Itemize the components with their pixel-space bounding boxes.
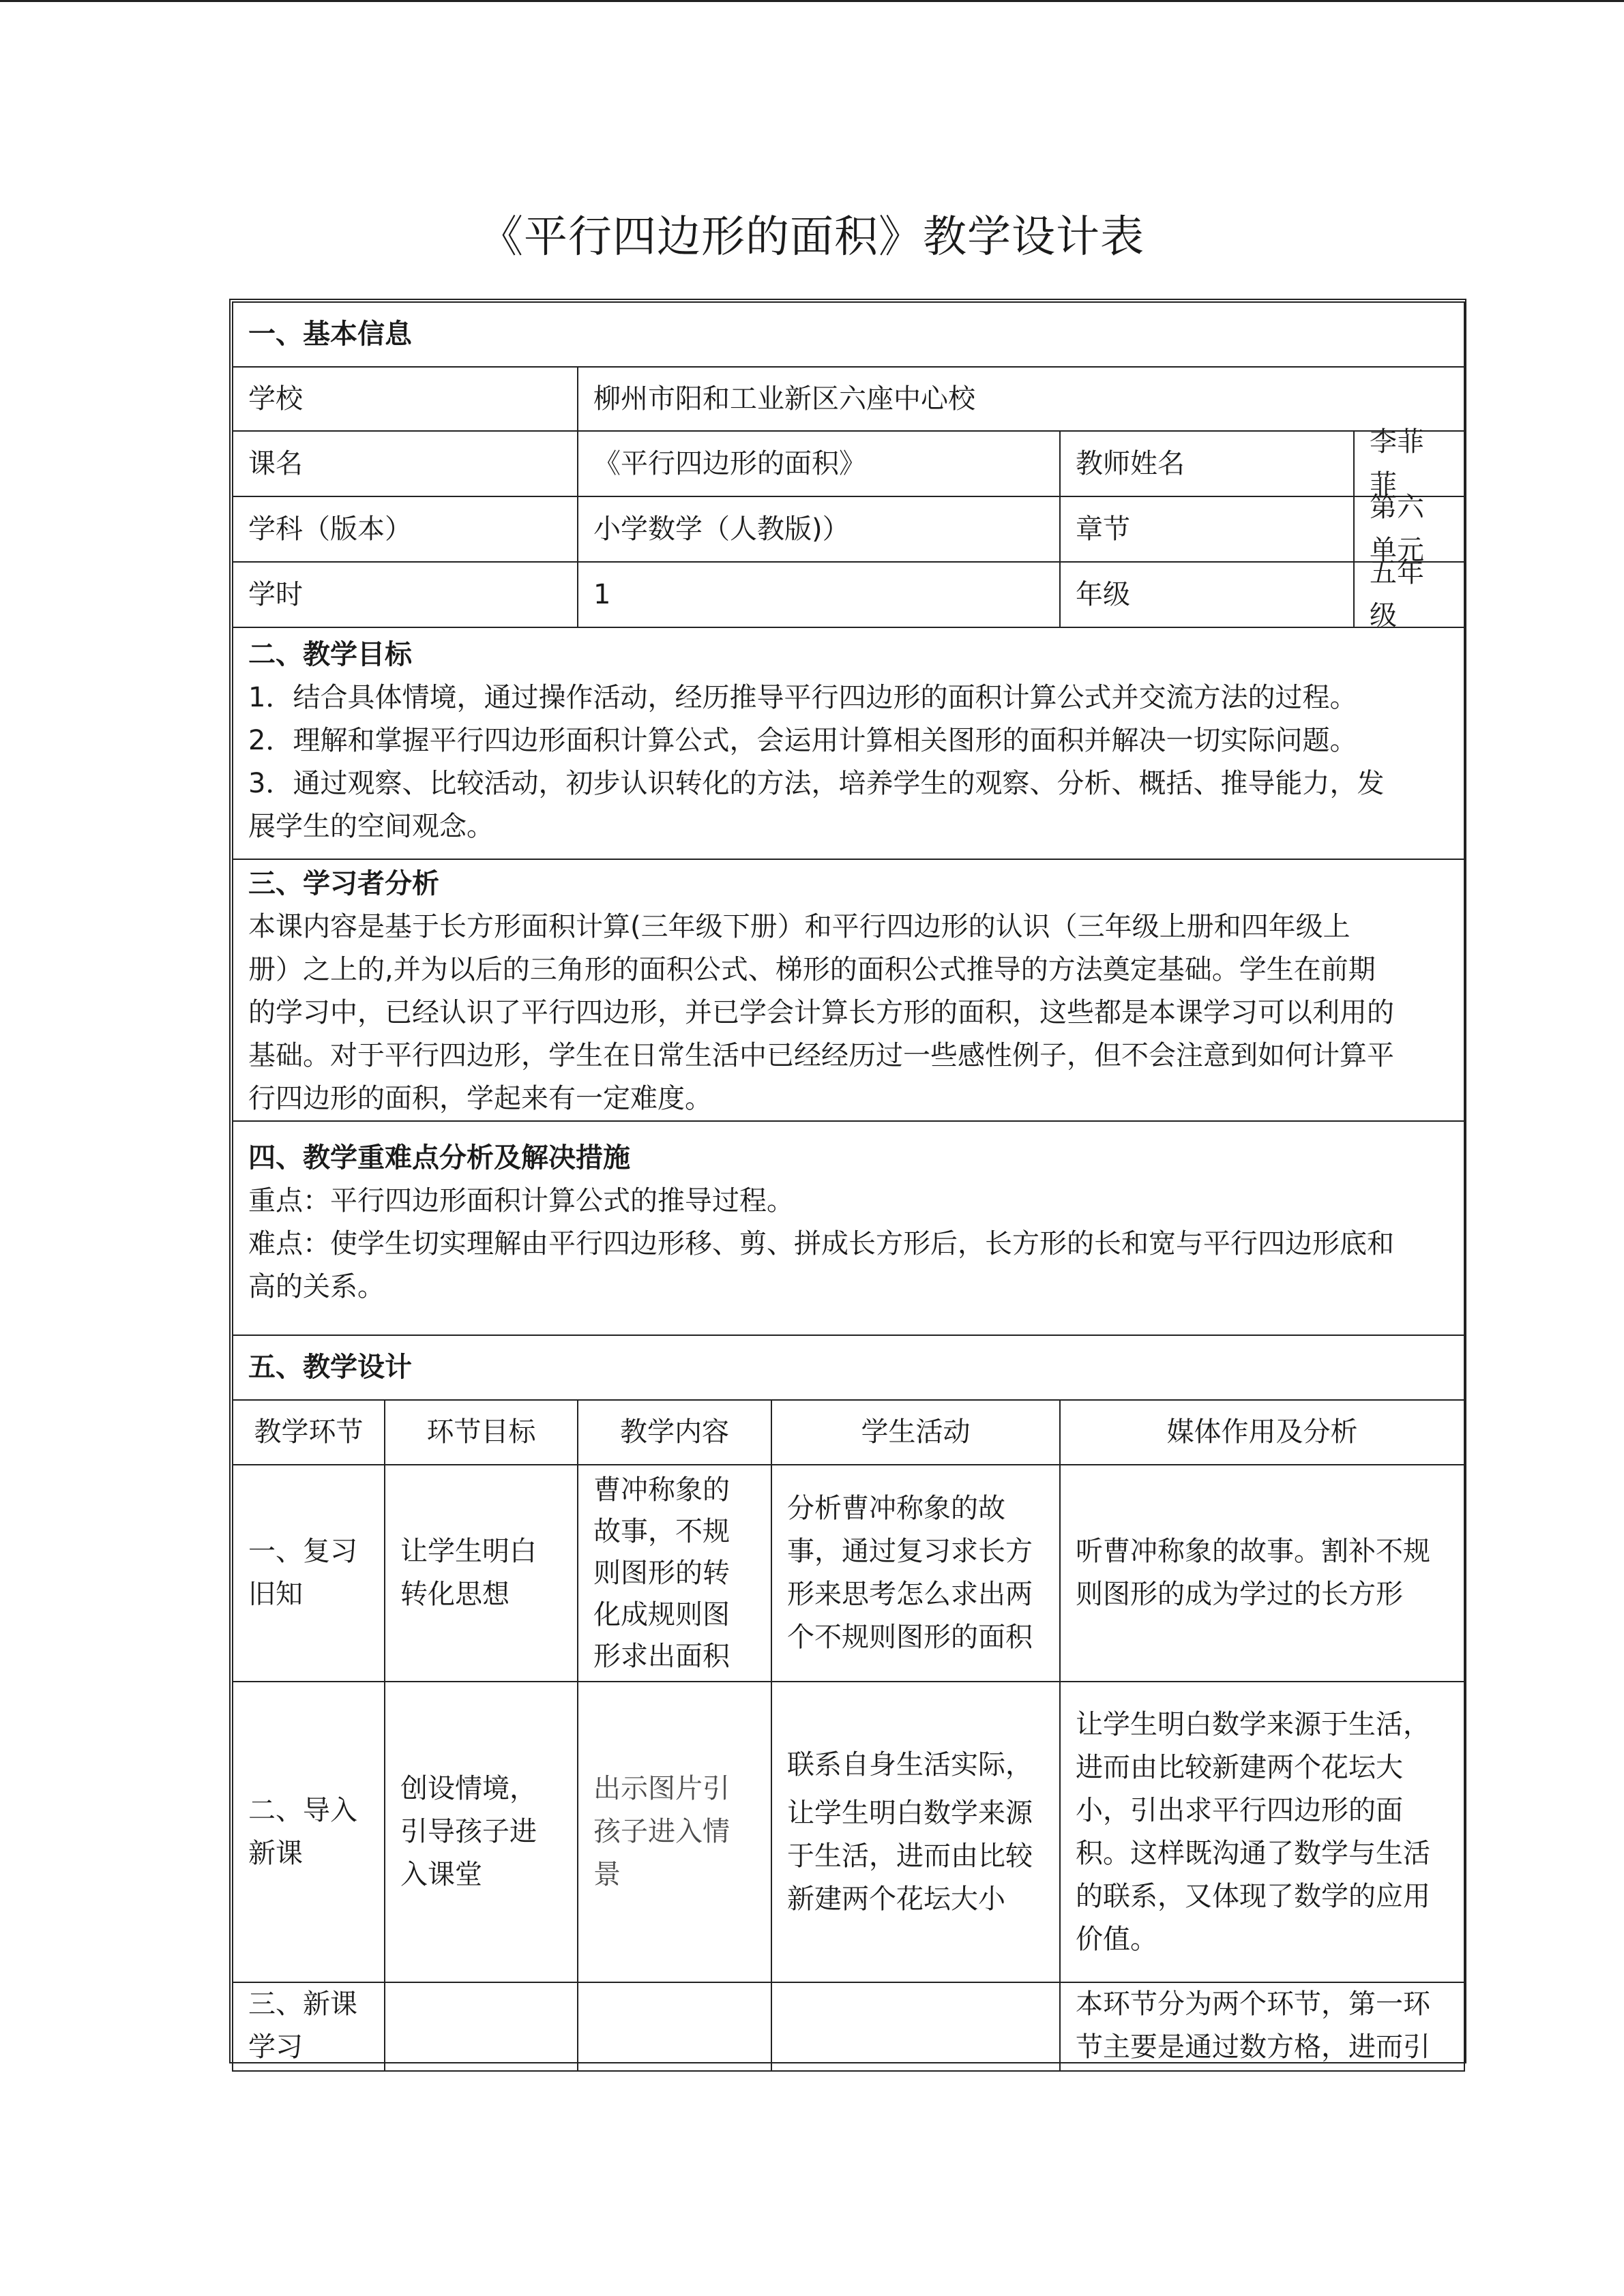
goal-line: 让学生明白 — [400, 1536, 537, 1567]
goal-line-3: 3．通过观察、比较活动，初步认识转化的方法，培养学生的观察、分析、概括、推导能力，发 — [248, 768, 1385, 799]
activity-line: 个不规则图形的面积 — [787, 1622, 1033, 1653]
chapter-label: 章节 — [1061, 497, 1355, 561]
school-value: 柳州市阳和工业新区六座中心校 — [593, 383, 975, 415]
section5-header-row — [233, 1335, 1464, 1400]
content-cell — [578, 1982, 771, 2071]
stage-cell — [233, 1682, 385, 1982]
activity-line: 让学生明白数学来源 — [787, 1797, 1033, 1829]
media-line: 价值。 — [1076, 1923, 1157, 1955]
hours-row — [233, 562, 1464, 627]
section1-heading: 一、基本信息 — [233, 302, 1464, 367]
content-cell — [578, 1682, 771, 1982]
hours-label: 学时 — [233, 562, 578, 627]
stage-line: 三、新课 — [248, 1988, 357, 2020]
col-header-activity: 学生活动 — [771, 1400, 1060, 1465]
grade-value: 五年级 — [1370, 557, 1424, 631]
content-line: 形求出面积 — [593, 1640, 730, 1672]
media-line: 节主要是通过数方格，进而引 — [1076, 2031, 1430, 2063]
analysis-line-4: 基础。对于平行四边形，学生在日常生活中已经经历过一些感性例子，但不会注意到如何计算平 — [248, 1040, 1394, 1071]
course-value: 《平行四边形的面积》 — [578, 431, 1060, 496]
section3-cell — [233, 859, 1464, 1121]
hours-value: 1 — [578, 562, 1060, 627]
media-line: 小，引出求平行四边形的面 — [1076, 1794, 1403, 1826]
teacher-label: 教师姓名 — [1061, 432, 1355, 496]
analysis-line-3: 的学习中，已经认识了平行四边形，并已学会计算长方形的面积，这些都是本课学习可以利用的 — [248, 997, 1394, 1028]
section4-cell — [233, 1121, 1464, 1335]
grade-cell — [1060, 557, 1464, 631]
goal-cell — [385, 1682, 578, 1982]
stage-line: 一、复习 — [248, 1536, 357, 1567]
activity-cell — [771, 1982, 1060, 2071]
media-line: 让学生明白数学来源于生活， — [1076, 1708, 1430, 1740]
page-top-border — [0, 0, 1624, 2]
goal-cell — [385, 1982, 578, 2071]
col-header-stage: 教学环节 — [233, 1400, 385, 1465]
activity-cell — [771, 1465, 1060, 1682]
section2-row — [233, 627, 1464, 859]
section4-row — [233, 1121, 1464, 1335]
goal-line-1: 1．结合具体情境，通过操作活动，经历推导平行四边形的面积计算公式并交流方法的过程。 — [248, 682, 1357, 713]
stage-cell — [233, 1982, 385, 2071]
goal-line: 转化思想 — [400, 1579, 510, 1610]
section5-heading: 五、教学设计 — [233, 1335, 1464, 1400]
school-label: 学校 — [233, 367, 578, 431]
section3-row — [233, 859, 1464, 1121]
content-line: 出示图片引 — [593, 1773, 730, 1804]
media-line: 的联系，又体现了数学的应用 — [1076, 1880, 1430, 1912]
analysis-line-1: 本课内容是基于长方形面积计算(三年级下册）和平行四边形的认识（三年级上册和四年级上 — [248, 911, 1350, 942]
stage-line: 新课 — [248, 1837, 303, 1869]
difficulty-line-1: 难点：使学生切实理解由平行四边形移、剪、拼成长方形后，长方形的长和宽与平行四边形底和 — [248, 1228, 1394, 1259]
goal-line-2: 2．理解和掌握平行四边形面积计算公式，会运用计算相关图形的面积并解决一切实际问题。 — [248, 725, 1357, 756]
activity-line: 形来思考怎么求出两 — [787, 1579, 1033, 1610]
activity-line: 事，通过复习求长方 — [787, 1536, 1033, 1567]
analysis-line-2: 册）之上的,并为以后的三角形的面积公式、梯形的面积公式推导的方法奠定基础。学生在前期 — [248, 954, 1376, 985]
chapter-value: 第六单元 — [1370, 492, 1424, 566]
design-row-new-lesson — [233, 1982, 1464, 2071]
activity-cell — [771, 1682, 1060, 1982]
content-line: 化成规则图 — [593, 1598, 730, 1630]
lesson-design-table — [232, 301, 1465, 2072]
school-row — [233, 367, 1464, 431]
media-cell — [1060, 1682, 1464, 1982]
activity-line: 分析曹冲称象的故 — [787, 1493, 1005, 1524]
content-line: 曹冲称象的 — [593, 1474, 730, 1506]
activity-line: 联系自身生活实际， — [787, 1748, 1033, 1780]
analysis-line-5: 行四边形的面积，学起来有一定难度。 — [248, 1083, 712, 1114]
col-header-goal: 环节目标 — [385, 1400, 578, 1465]
stage-line: 旧知 — [248, 1579, 303, 1610]
design-row-review — [233, 1465, 1464, 1682]
stage-cell — [233, 1465, 385, 1682]
goal-cell — [385, 1465, 578, 1682]
content-line: 景 — [593, 1859, 621, 1890]
media-line: 则图形的成为学过的长方形 — [1076, 1579, 1403, 1610]
media-line: 听曹冲称象的故事。割补不规 — [1076, 1536, 1430, 1567]
col-header-media: 媒体作用及分析 — [1060, 1400, 1464, 1465]
content-line: 故事，不规 — [593, 1515, 730, 1547]
stage-line: 学习 — [248, 2031, 303, 2063]
key-point-line: 重点：平行四边形面积计算公式的推导过程。 — [248, 1185, 794, 1217]
media-line: 进而由比较新建两个花坛大 — [1076, 1751, 1403, 1783]
media-cell — [1060, 1982, 1464, 2071]
media-line: 积。这样既沟通了数学与生活 — [1076, 1837, 1430, 1869]
activity-line: 于生活，进而由比较 — [787, 1840, 1033, 1872]
course-row — [233, 431, 1464, 496]
design-header-row — [233, 1400, 1464, 1465]
page-title: 《平行四边形的面积》教学设计表 — [479, 212, 1145, 263]
goal-line-4: 展学生的空间观念。 — [248, 811, 494, 842]
content-line: 则图形的转 — [593, 1557, 730, 1589]
subject-label: 学科（版本） — [233, 496, 578, 562]
teacher-value: 李菲菲 — [1370, 426, 1424, 501]
subject-row — [233, 496, 1464, 562]
content-cell — [578, 1465, 771, 1682]
section4-heading: 四、教学重难点分析及解决措施 — [248, 1142, 630, 1174]
stage-line: 二、导入 — [248, 1794, 357, 1826]
school-value-cell — [578, 367, 1464, 431]
section3-heading: 三、学习者分析 — [248, 868, 439, 899]
col-header-content: 教学内容 — [578, 1400, 771, 1465]
activity-line: 新建两个花坛大小 — [787, 1883, 1005, 1915]
subject-value: 小学数学（人教版)） — [578, 496, 1060, 562]
goal-line: 入课堂 — [400, 1859, 482, 1890]
section2-cell — [233, 627, 1464, 859]
goal-line: 引导孩子进 — [400, 1816, 537, 1847]
course-label: 课名 — [233, 431, 578, 496]
media-cell — [1060, 1465, 1464, 1682]
grade-label: 年级 — [1061, 563, 1355, 627]
media-line: 本环节分为两个环节，第一环 — [1076, 1988, 1430, 2020]
design-row-intro — [233, 1682, 1464, 1982]
difficulty-line-2: 高的关系。 — [248, 1271, 385, 1302]
section2-heading: 二、教学目标 — [248, 639, 412, 670]
section1-header-row — [233, 302, 1464, 367]
goal-line: 创设情境， — [400, 1773, 537, 1804]
content-line: 孩子进入情 — [593, 1816, 730, 1847]
